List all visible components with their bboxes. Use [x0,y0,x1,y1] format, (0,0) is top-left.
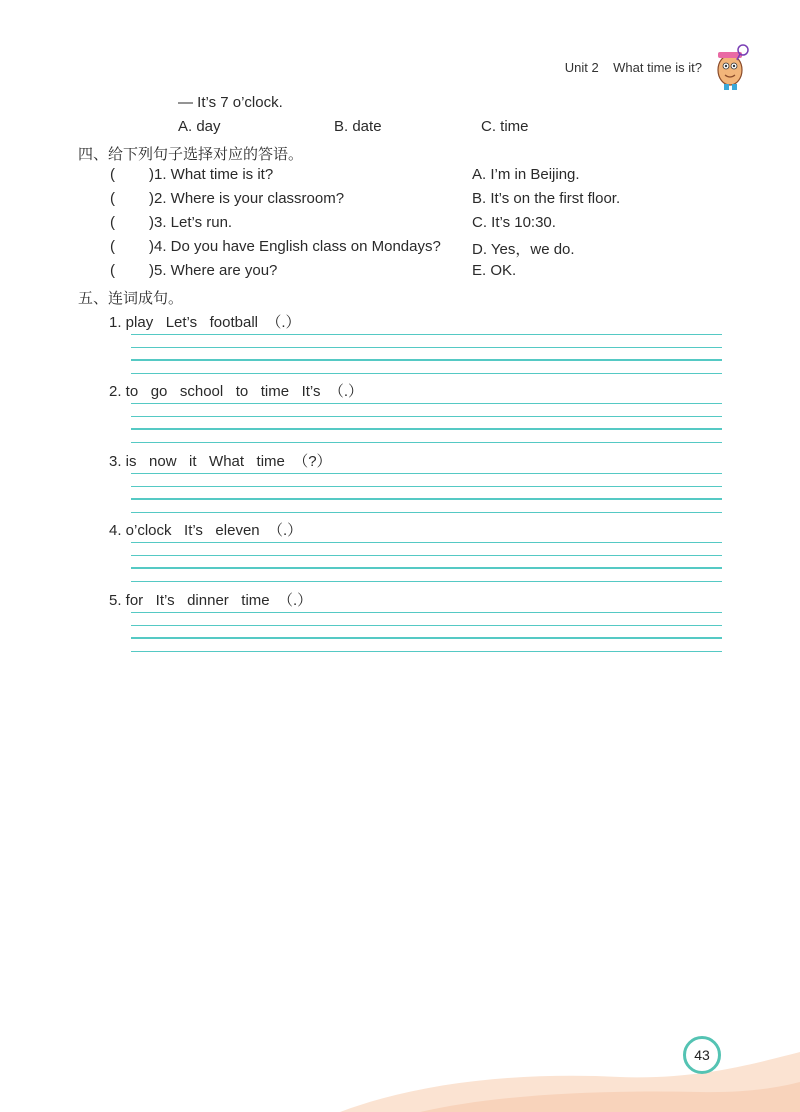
q5-text: )5. Where are you? [149,262,278,279]
q2-paren: ( [110,190,115,207]
footer-wave [0,1032,800,1112]
prev-option-c: C. time [481,118,529,135]
writing-lines-5[interactable] [131,612,722,663]
writing-lines-1[interactable] [131,334,722,385]
prev-option-a: A. day [178,118,221,135]
sentence-item-4: 4. o’clock It’s eleven （.） [109,522,303,539]
sentence-item-1: 1. play Let’s football （.） [109,314,301,331]
q4-text: )4. Do you have English class on Mondays? [149,238,441,255]
q4-paren: ( [110,238,115,255]
section5-heading: 五、连词成句。 [78,290,184,307]
sentence-item-2: 2. to go school to time It’s （.） [109,383,363,400]
running-header [565,60,702,75]
prev-answer-line: — It’s 7 o’clock. [178,94,283,111]
q3-text: )3. Let’s run. [149,214,233,231]
header-unit: Unit 2 [564,60,599,75]
writing-lines-4[interactable] [131,542,722,593]
header-title: What time is it? [613,60,702,75]
mascot-icon [710,42,752,92]
writing-lines-2[interactable] [131,403,722,454]
prev-option-b: B. date [334,118,382,135]
section4-heading: 四、给下列句子选择对应的答语。 [78,146,304,163]
sentence-item-5: 5. for It’s dinner time （.） [109,592,313,609]
answer-b: B. It’s on the first floor. [472,190,621,207]
q5-paren: ( [110,262,115,279]
q1-paren: ( [110,166,115,183]
q1-text: )1. What time is it? [149,166,274,183]
answer-e: E. OK. [472,262,517,279]
page-number-badge: 43 [683,1036,721,1074]
q2-text: )2. Where is your classroom? [149,190,345,207]
answer-d: D. Yes，we do. [472,241,575,258]
answer-c: C. It’s 10:30. [472,214,556,231]
q3-paren: ( [110,214,115,231]
answer-a: A. I’m in Beijing. [472,166,580,183]
sentence-item-3: 3. is now it What time （?） [109,453,332,470]
writing-lines-3[interactable] [131,473,722,524]
